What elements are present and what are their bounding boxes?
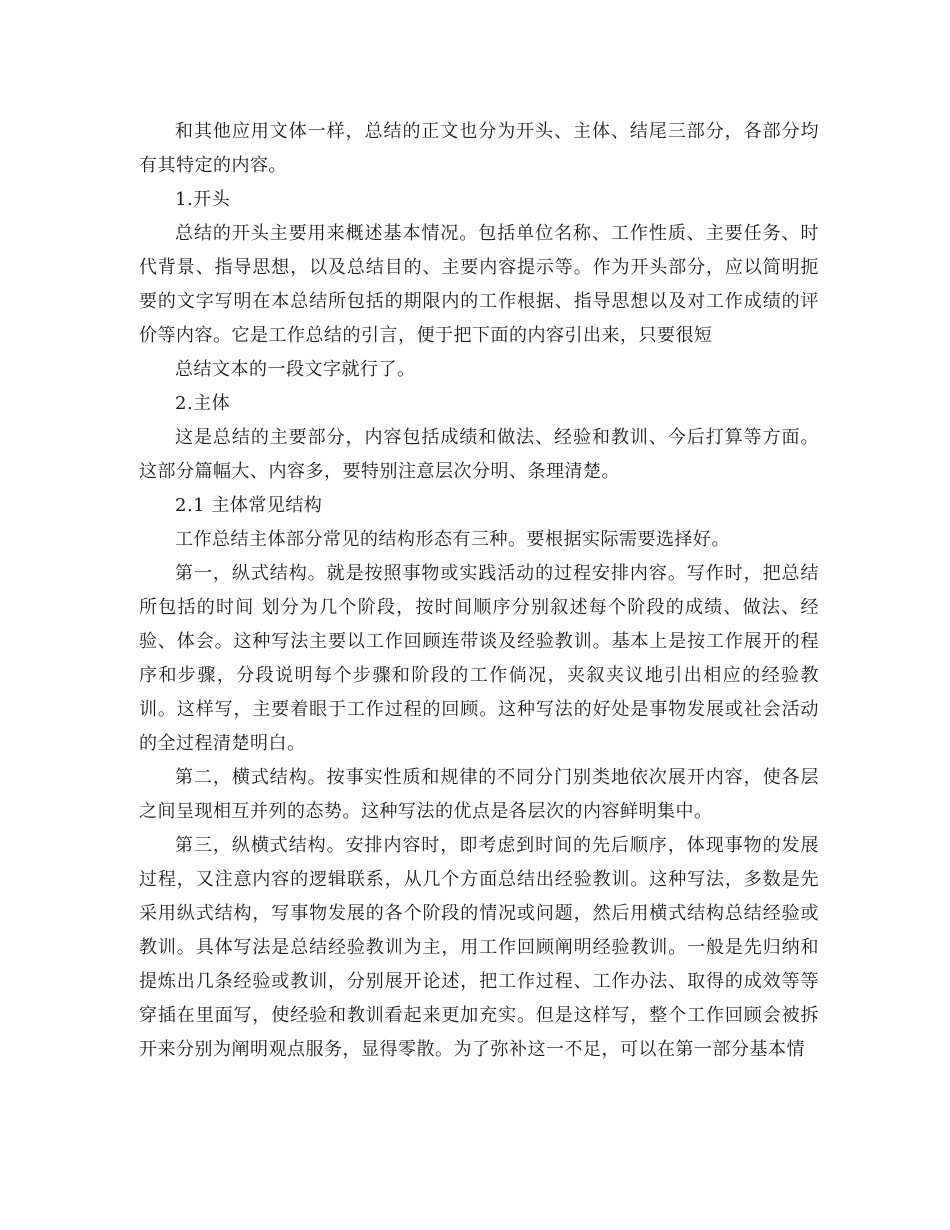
- paragraph-intro: 和其他应用文体一样，总结的正文也分为开头、主体、结尾三部分，各部分均有其特定的内容。: [139, 121, 819, 176]
- paragraph-opening-description: 总结的开头主要用来概述基本情况。包括单位名称、工作性质、主要任务、时代背景、指导思想，以及总结目的、主要内容提示等。作为开头部分，应以简明扼要的文字写明在本总结所包括的期限内的工作根据、指导思想以及对工作成绩的评价等内容。它是工作总结的引言，便于把下面的内容引出来，只要很短: [139, 223, 819, 346]
- paragraph-opening-continuation: 总结文本的一段文字就行了。: [175, 359, 416, 380]
- section-heading-opening: 1.开头: [175, 189, 231, 210]
- subsection-heading-structure: 2.1 主体常见结构: [175, 495, 323, 516]
- paragraph-horizontal-structure: 第二，横式结构。按事实性质和规律的不同分门别类地依次展开内容，使各层之间呈现相互并列的态势。这种写法的优点是各层次的内容鲜明集中。: [139, 767, 819, 822]
- paragraph-vertical-structure: 第一，纵式结构。就是按照事物或实践活动的过程安排内容。写作时，把总结所包括的时间 划分为几个阶段，按时间顺序分别叙述每个阶段的成绩、做法、经验、体会。这种写法主要以工作回顾连带谈及经验教训。基本上是按工作展开的程序和步骤，分段说明每个步骤和阶段的工作倘况，夹叙夹议地引出相应的经验教训。这样写，主要着眼于工作过程的回顾。这种写法的好处是事物发展或社会活动的全过程清楚明白。: [139, 563, 819, 754]
- section-heading-body: 2.主体: [175, 393, 231, 414]
- paragraph-body-description: 这是总结的主要部分，内容包括成绩和做法、经验和教训、今后打算等方面。这部分篇幅大、内容多，要特别注意层次分明、条理清楚。: [139, 427, 819, 482]
- document-body: [139, 115, 819, 1067]
- paragraph-structure-intro: 工作总结主体部分常见的结构形态有三种。要根据实际需要选择好。: [175, 529, 730, 550]
- paragraph-mixed-structure: 第三，纵横式结构。安排内容时，即考虑到时间的先后顺序，体现事物的发展过程，又注意内容的逻辑联系，从几个方面总结出经验教训。这种写法，多数是先采用纵式结构，写事物发展的各个阶段的情况或问题，然后用横式结构总结经验或教训。具体写法是总结经验教训为主，用工作回顾阐明经验教训。一般是先归纳和提炼出几条经验或教训，分别展开论述，把工作过程、工作办法、取得的成效等等穿插在里面写，使经验和教训看起来更加充实。但是这样写，整个工作回顾会被拆开来分别为阐明观点服务，显得零散。为了弥补这一不足，可以在第一部分基本情: [139, 835, 819, 1060]
